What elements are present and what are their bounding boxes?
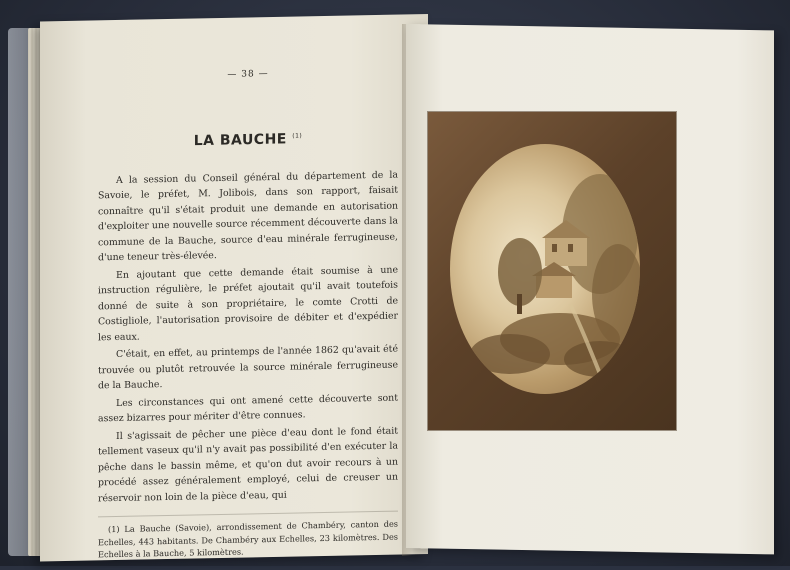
landscape-illustration [450, 144, 640, 394]
paragraph: C'était, en effet, au printemps de l'année 1862 qu'avait été trouvée ou plutôt retrouvée la source minérale ferrugineuse de la Bauche. [98, 343, 398, 392]
oval-vignette-photograph [450, 144, 640, 394]
footnote-divider [98, 511, 398, 518]
chapter-title-text: LA BAUCHE [193, 130, 287, 149]
chapter-title [98, 126, 398, 151]
paragraph: Les circonstances qui ont amené cette découverte sont assez bizarres pour mériter d'être connues. [98, 392, 398, 425]
paragraph: En ajoutant que cette demande était soumise à une instruction régulière, le préfet ajoutait qu'il avait toutefois donné de suite à son propriétaire, le comte Crotti de Costigliole, l'autorisation provisoire de débiter et d'expédier les eaux. [98, 264, 398, 343]
footnote: (1) La Bauche (Savoie), arrondissement de Chambéry, canton des Echelles, 443 habitants. De Chambéry aux Echelles, 23 kilomètres. Des Echelles à la Bauche, 5 kilomètres. [98, 518, 398, 560]
left-page [40, 14, 428, 561]
page-number: — 38 — [227, 69, 269, 80]
left-page-text [98, 65, 398, 570]
paragraph: A la session du Conseil général du département de la Savoie, le préfet, M. Jolibois, dans son rapport, faisait connaître qu'il s'était produit une demande en autorisation d'exploiter une nouvelle source récemment découverte dans la commune de la Bauche, source d'eau minérale ferrugineuse, d'une teneur très-élevée. [98, 169, 398, 264]
paragraph: Il s'agissait de pêcher une pièce d'eau dont le fond était tellement vaseux qu'il n'y avait pas possibilité d'en exécuter la pêche dans le bassin même, et qu'on dut avoir recours à un procédé assez généralement employé, celui de creuser un réservoir non loin de la pièce d'eau, qui [98, 425, 398, 504]
photo-plate [428, 112, 676, 430]
footnote-marker: (1) [292, 131, 303, 140]
